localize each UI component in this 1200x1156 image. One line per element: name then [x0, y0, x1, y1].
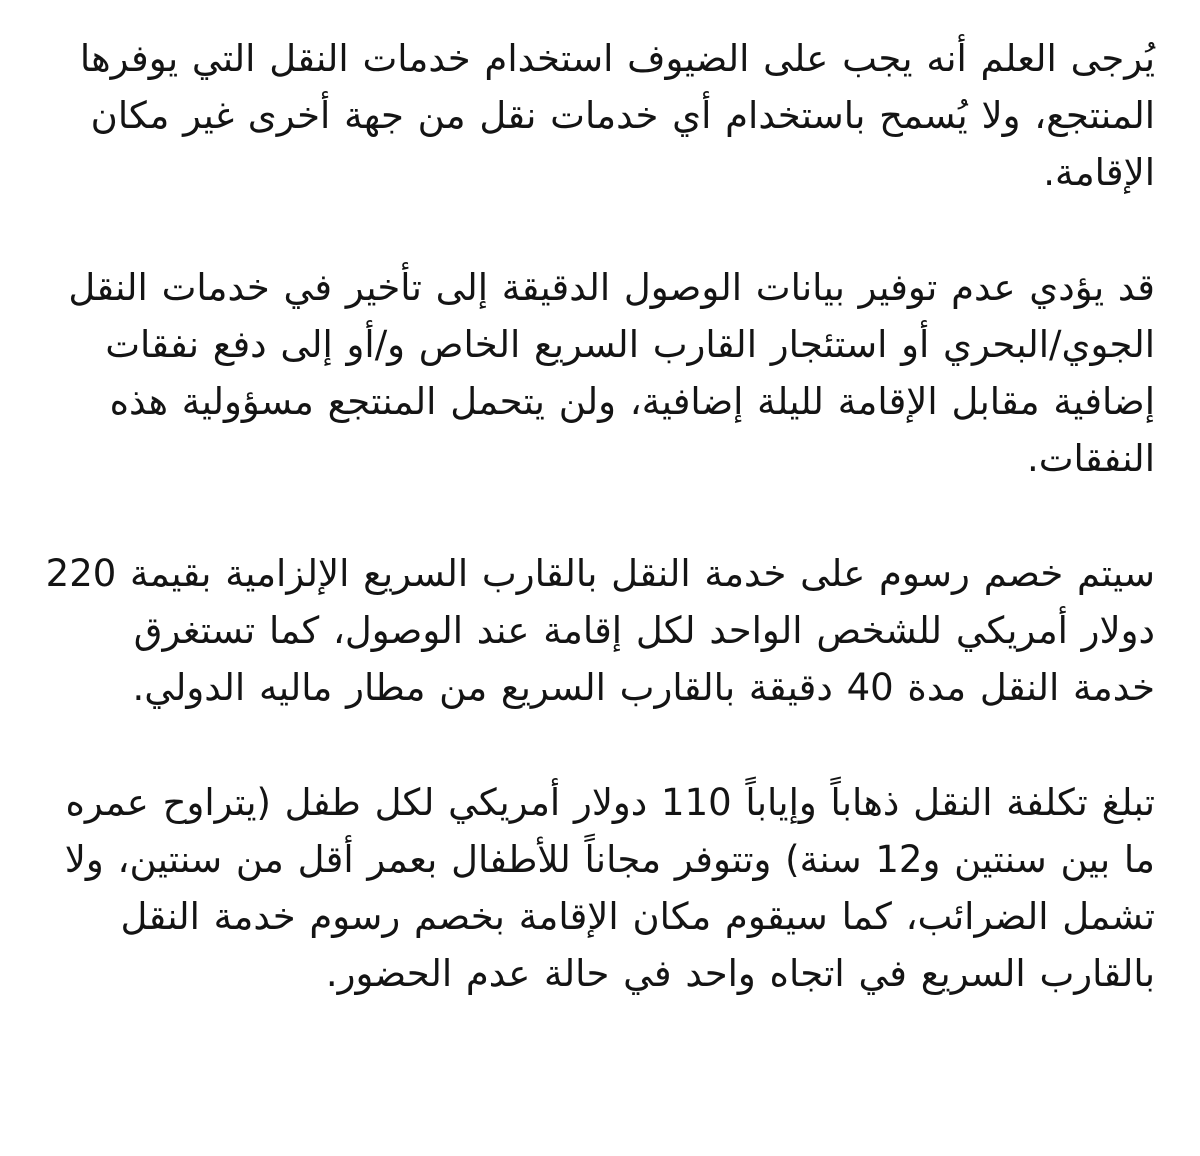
- paragraph-speedboat-fee: سيتم خصم رسوم على خدمة النقل بالقارب السريع الإلزامية بقيمة 220 دولار أمريكي للشخص الواحد لكل إقامة عند الوصول، كما تستغرق خدمة النقل مدة 40 دقيقة بالقارب السريع من مطار ماليه الدولي.: [45, 552, 1155, 709]
- paragraph-transfer-requirement: يُرجى العلم أنه يجب على الضيوف استخدام خدمات النقل التي يوفرها المنتجع، ولا يُسمح باستخدام أي خدمات نقل من جهة أخرى غير مكان الإقامة.: [79, 37, 1155, 194]
- paragraph-child-fee: تبلغ تكلفة النقل ذهاباً وإياباً 110 دولار أمريكي لكل طفل (يتراوح عمره ما بين سنتين و12 سنة) وتتوفر مجاناً للأطفال بعمر أقل من سنتين، ولا تشمل الضرائب، كما سيقوم مكان الإقامة بخصم رسوم خدمة النقل بالقارب السريع في اتجاه واحد في حالة عدم الحضور.: [64, 781, 1155, 995]
- paragraph-arrival-details: قد يؤدي عدم توفير بيانات الوصول الدقيقة إلى تأخير في خدمات النقل الجوي/البحري أو استئجار القارب السريع الخاص و/أو إلى دفع نفقات إضافية مقابل الإقامة لليلة إضافية، ولن يتحمل المنتجع مسؤولية هذه النفقات.: [68, 266, 1155, 480]
